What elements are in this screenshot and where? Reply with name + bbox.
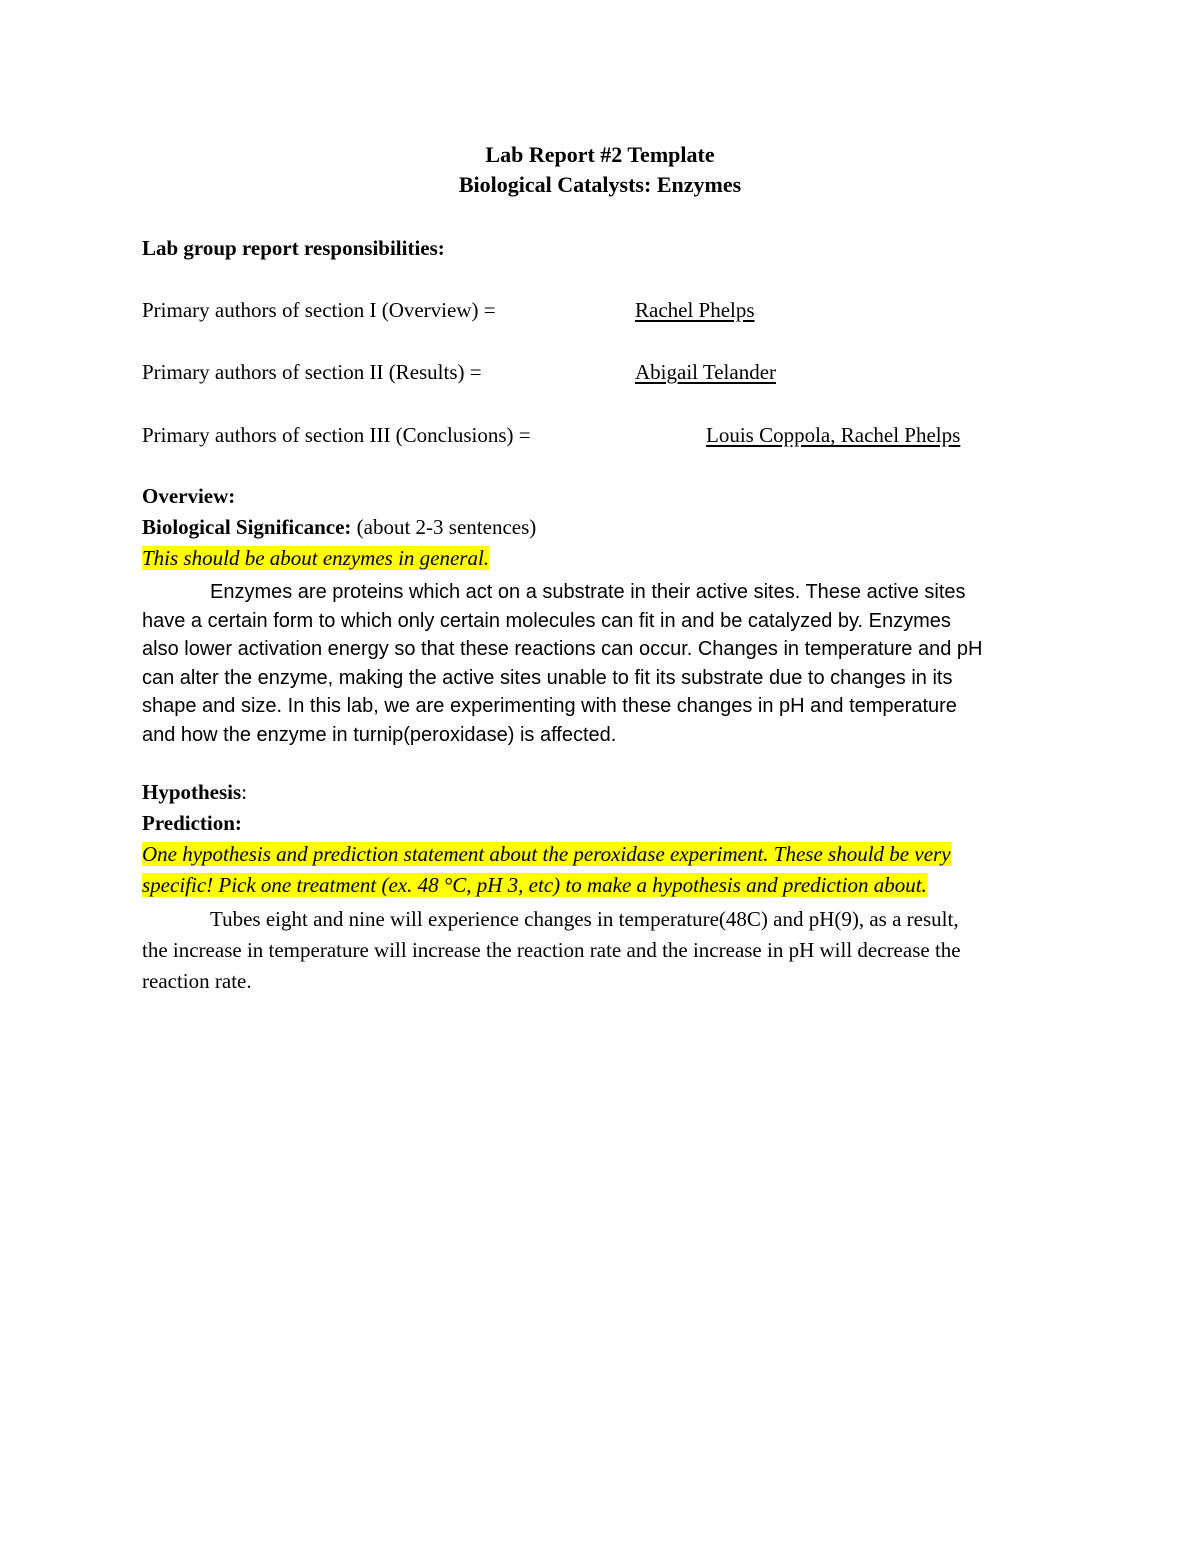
overview-body-line: Enzymes are proteins which act on a substrate in their active sites. These active sites	[210, 581, 966, 603]
section-3-label: Primary authors of section III (Conclusions) =	[142, 423, 531, 447]
overview-body-line: also lower activation energy so that these reactions can occur. Changes in temperature and pH	[142, 638, 983, 661]
hypothesis-body	[142, 904, 1062, 997]
section-3-authors: Louis Coppola, Rachel Phelps	[706, 423, 961, 447]
hypothesis-line	[142, 780, 247, 805]
responsibilities-heading: Lab group report responsibilities:	[142, 236, 445, 260]
hypothesis-instruction-1	[142, 842, 951, 867]
overview-body-line: shape and size. In this lab, we are experimenting with these changes in pH and temperature	[142, 695, 957, 718]
overview-instruction-text: This should be about enzymes in general.	[142, 546, 490, 570]
overview-body	[142, 578, 1062, 750]
significance-line	[142, 515, 536, 540]
hypothesis-instruction-2	[142, 873, 927, 898]
significance-note: (about 2-3 sentences)	[351, 515, 537, 539]
significance-label: Biological Significance:	[142, 515, 352, 539]
section-1-authors: Rachel Phelps	[635, 298, 755, 322]
hypothesis-body-line: reaction rate.	[142, 969, 252, 993]
prediction-heading: Prediction:	[142, 811, 242, 835]
hypothesis-body-line: Tubes eight and nine will experience changes in temperature(48C) and pH(9), as a result,	[210, 907, 959, 931]
overview-body-line: and how the enzyme in turnip(peroxidase) is affected.	[142, 723, 617, 746]
title-line-2: Biological Catalysts: Enzymes	[458, 172, 742, 197]
overview-body-line: can alter the enzyme, making the active sites unable to fit its substrate due to changes in its	[142, 666, 953, 689]
hypothesis-instruction-text: One hypothesis and prediction statement about the peroxidase experiment. These should be very	[142, 842, 951, 866]
section-1-label: Primary authors of section I (Overview) =	[142, 298, 496, 322]
document-title	[0, 140, 1200, 200]
overview-instruction	[142, 546, 489, 571]
title-line-1: Lab Report #2 Template	[485, 142, 715, 167]
hypothesis-colon: :	[241, 780, 248, 804]
section-2-label: Primary authors of section II (Results) =	[142, 360, 482, 384]
section-2-authors: Abigail Telander	[635, 360, 777, 384]
hypothesis-instruction-text: specific! Pick one treatment (ex. 48 °C, pH 3, etc) to make a hypothesis and prediction about.	[142, 873, 927, 897]
hypothesis-body-line: the increase in temperature will increase the reaction rate and the increase in pH will decrease the	[142, 938, 961, 962]
hypothesis-heading: Hypothesis	[142, 780, 242, 804]
overview-body-line: have a certain form to which only certain molecules can fit in and be catalyzed by. Enzymes	[142, 609, 951, 632]
overview-heading: Overview:	[142, 484, 236, 508]
